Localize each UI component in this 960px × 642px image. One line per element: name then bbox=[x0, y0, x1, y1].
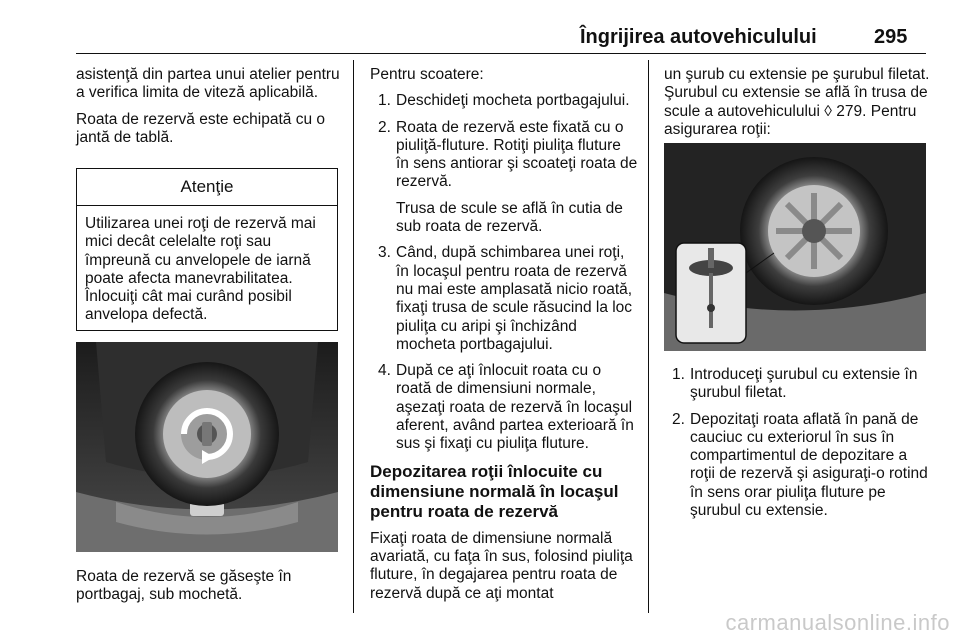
step-text: După ce aţi înlocuit roata cu o roată de dimensiuni normale, aşezaţi roata de rezervă în locaşul aferent, având partea exterioară în sus şi fixaţi cu piuliţa fluture. bbox=[396, 362, 634, 453]
paragraph: Fixaţi roata de dimensiune normală avariată, cu faţa în sus, folosind piuliţa fluture, în degajarea pentru roata de rezervă după ce aţi montat bbox=[370, 529, 633, 602]
paragraph: Roata de rezervă este echipată cu o jantă de tablă. bbox=[76, 110, 326, 146]
warning-title: Atenţie bbox=[77, 169, 337, 206]
warning-body: Utilizarea unei roţi de rezervă mai mici decât celelalte roţi sau împreună cu anvelopele de iarnă poate afecta manevrabilitatea. Înlocuiţi cât mai curând posibil anvelopa defectă. bbox=[85, 215, 316, 324]
step-text: Când, după schimbarea unei roţi, în locaşul pentru roata de rezervă nu mai este amplasată nicio roată, fixaţi trusa de scule răsucind la loc piuliţa cu aripi şi închizând mocheta portbagajului. bbox=[396, 244, 633, 353]
watermark: carmanualsonline.info bbox=[725, 610, 950, 635]
step-text: Deschideţi mocheta portbagajului. bbox=[396, 92, 630, 110]
warning-box bbox=[76, 168, 338, 331]
page-header-title: Îngrijirea autovehiculului bbox=[580, 26, 817, 48]
spare-wheel-photo bbox=[76, 342, 338, 552]
column-3 bbox=[664, 66, 930, 147]
paragraph: asistenţă din partea unui atelier pentru a verifica limita de viteză aplicabilă. bbox=[76, 66, 340, 102]
column-divider-1 bbox=[353, 60, 354, 613]
list-item bbox=[370, 244, 638, 354]
section-heading: Depozitarea roţii înlocuite cu dimensiune normală în locaşul pentru roata de rezervă bbox=[370, 461, 619, 521]
step-number: 1. bbox=[378, 92, 391, 110]
list-item bbox=[370, 119, 638, 237]
paragraph bbox=[664, 66, 930, 139]
photo-caption: Roata de rezervă se găseşte în portbagaj, sub mochetă. bbox=[76, 568, 292, 604]
step-text: Roata de rezervă este fixată cu o piuliţă-fluture. Rotiţi piuliţa fluture în sens antiorar şi scoateţi roata de rezervă. bbox=[396, 118, 638, 191]
paragraph-text: un şurub cu extensie pe şurubul filetat. Şurubul cu extensie se află în trusa de scule a autovehiculului bbox=[664, 66, 930, 120]
header-rule bbox=[76, 53, 926, 54]
page-reference-arrow: ◊ bbox=[824, 102, 832, 120]
step-number: 2. bbox=[672, 410, 685, 428]
step-text: Introduceţi şurubul cu extensie în şurubul filetat. bbox=[690, 366, 918, 402]
intro-text: Pentru scoatere: bbox=[370, 66, 484, 83]
column-2 bbox=[370, 66, 638, 611]
securing-steps bbox=[664, 366, 930, 520]
list-item bbox=[370, 362, 638, 453]
step-text: Depozitaţi roata aflată în pană de cauciuc cu exteriorul în sus în compartimentul de depozitare a roţii de rezervă şi asiguraţi-o rotind în sens orar piuliţa fluture pe şurubul cu extensie. bbox=[690, 410, 928, 520]
list-item bbox=[664, 411, 930, 521]
page-number: 295 bbox=[874, 26, 908, 48]
column-1 bbox=[76, 66, 341, 155]
removal-steps bbox=[370, 92, 638, 453]
step-note: Trusa de scule se află în cutia de sub roata de rezervă. bbox=[396, 199, 623, 236]
column-3-steps bbox=[664, 366, 930, 528]
step-number: 1. bbox=[672, 366, 685, 383]
step-number: 3. bbox=[378, 244, 391, 262]
extension-bolt-photo bbox=[664, 143, 926, 351]
step-number: 2. bbox=[378, 118, 391, 136]
list-item bbox=[370, 92, 638, 110]
column-divider-2 bbox=[648, 60, 649, 613]
step-number: 4. bbox=[378, 362, 391, 380]
page-reference-link[interactable]: 279. Pentru asigurarea roţii: bbox=[664, 102, 917, 138]
list-item bbox=[664, 366, 930, 403]
